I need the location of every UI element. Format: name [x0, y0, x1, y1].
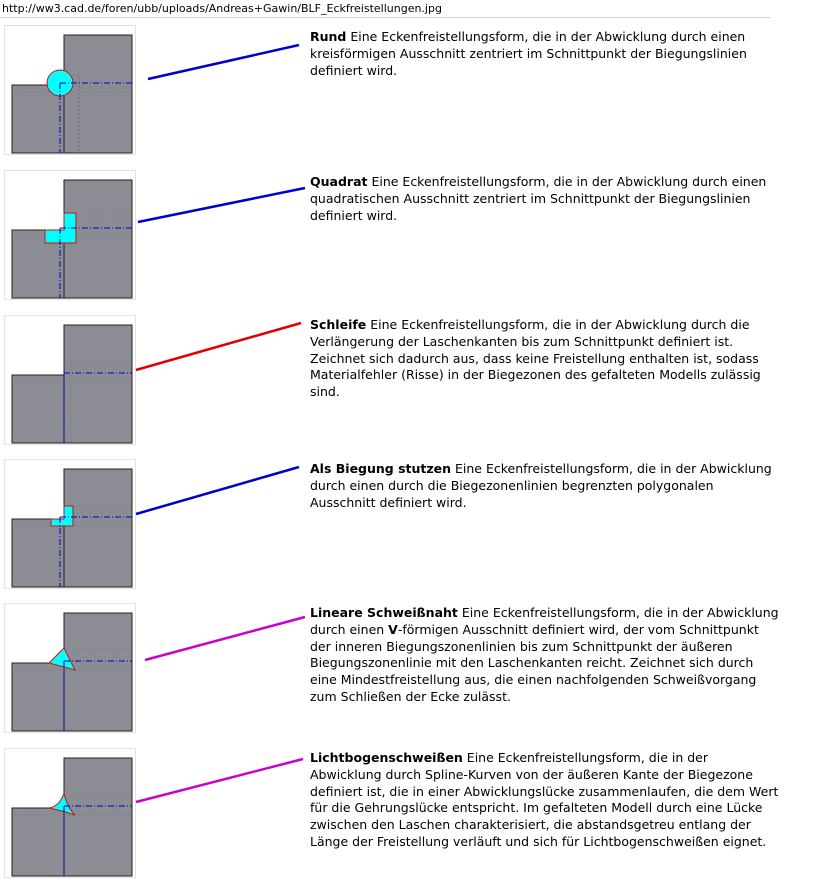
title-schleife: Schleife: [310, 317, 367, 332]
title-rund: Rund: [310, 29, 347, 44]
title-lichtbogenschweissen: Lichtbogenschweißen: [310, 750, 463, 765]
text-lineare-schweissnaht-v: V: [388, 621, 398, 637]
description-rund: [310, 29, 780, 79]
text-als-biegung-stutzen: Eine Eckenfreistellungsform, die in der Abwicklung durch einen durch die Biegezonenlinien begrenzten polygonalen Ausschnitt definiert wird.: [310, 461, 772, 510]
title-quadrat: Quadrat: [310, 174, 368, 189]
text-lineare-schweissnaht-before: Eine Eckenfreistellungsform, die in der Abwicklung durch einen: [310, 605, 779, 637]
description-schleife: [310, 317, 780, 401]
text-schleife: Eine Eckenfreistellungsform, die in der Abwicklung durch die Verlängerung der Laschenkanten bis zum Schnittpunkt definiert ist. Zeichnet sich dadurch aus, dass keine Freistellung enthalten ist, sodass Materialfehler (Risse) in der Biegezonen des gefalteten Modells zulässig sind.: [310, 317, 761, 400]
description-lichtbogenschweissen: [310, 750, 780, 851]
url-divider: [0, 17, 770, 18]
title-lineare-schweissnaht: Lineare Schweißnaht: [310, 605, 458, 620]
text-lichtbogenschweissen: Eine Eckenfreistellungsform, die in der Abwicklung durch Spline-Kurven von der äußeren Kante der Biegezone definiert ist, die in einer Abwicklungslücke zusammenlaufen, die dem Wert für die Gehrungslücke entspricht. Im gefalteten Modell durch eine Lücke zwischen den Laschen charakterisiert, die abstandsgetreu entlang der Länge der Freistellung verläuft und sich für Lichtbogenschweißen eignet.: [310, 750, 779, 849]
title-als-biegung-stutzen: Als Biegung stutzen: [310, 461, 452, 476]
text-rund: Eine Eckenfreistellungsform, die in der Abwicklung durch einen kreisförmigen Ausschnitt zentriert im Schnittpunkt der Biegungslinien definiert wird.: [310, 29, 747, 78]
text-quadrat: Eine Eckenfreistellungsform, die in der Abwicklung durch einen quadratischen Ausschnitt zentriert im Schnittpunkt der Biegungslinien definiert wird.: [310, 174, 767, 223]
description-quadrat: [310, 174, 780, 224]
description-als-biegung-stutzen: [310, 461, 780, 511]
image-url: http://ww3.cad.de/foren/ubb/uploads/Andreas+Gawin/BLF_Eckfreistellungen.jpg: [2, 2, 442, 15]
text-lineare-schweissnaht-after: -förmigen Ausschnitt definiert wird, der vom Schnittpunkt der inneren Biegungszonenlinien bis zum Schnittpunkt der äußeren Biegungszonenlinie mit den Laschenkanten reicht. Zeichnet sich durch eine Mindestfreistellung aus, die einen nachfolgenden Schweißvorgang zum Schließen der Ecke zulässt.: [310, 621, 759, 704]
description-lineare-schweissnaht: [310, 605, 780, 706]
